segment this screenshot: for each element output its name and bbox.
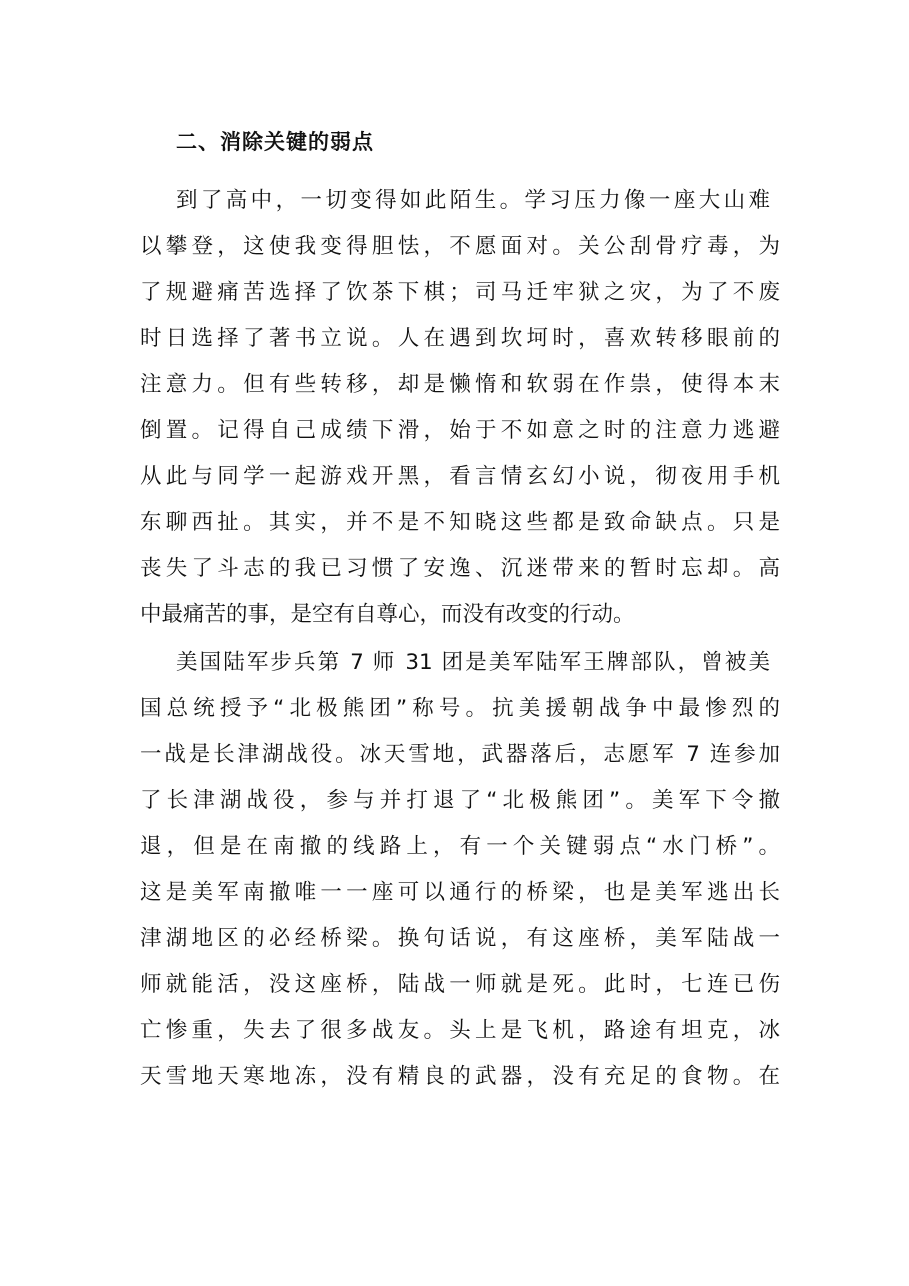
paragraph-2-line-8: 师就能活，没这座桥，陆战一师就是死。此时，七连已伤 <box>140 972 780 997</box>
paragraph-1-line-2: 以攀登，这使我变得胆怯，不愿面对。关公刮骨疗毒，为 <box>140 234 780 259</box>
paragraph-1-line-8: 东聊西扯。其实，并不是不知晓这些都是致命缺点。只是 <box>140 510 780 535</box>
paragraph-2-line-5: 退，但是在南撤的线路上，有一个关键弱点“水门桥”。 <box>140 834 780 859</box>
paragraph-2-line-4: 了长津湖战役，参与并打退了“北极熊团”。美军下令撤 <box>140 788 780 813</box>
paragraph-1-line-5: 注意力。但有些转移，却是懒惰和软弱在作祟，使得本末 <box>140 372 780 397</box>
paragraph-2-line-9: 亡惨重，失去了很多战友。头上是飞机，路途有坦克，冰 <box>140 1018 780 1043</box>
paragraph-1-line-1: 到了高中，一切变得如此陌生。学习压力像一座大山难 <box>176 188 770 213</box>
paragraph-2-line-1: 美国陆军步兵第 7 师 31 团是美军陆军王牌部队，曾被美 <box>176 650 770 675</box>
paragraph-1-line-10: 中最痛苦的事，是空有自尊心，而没有改变的行动。 <box>140 602 635 627</box>
paragraph-2-line-6: 这是美军南撤唯一一座可以通行的桥梁，也是美军逃出长 <box>140 880 780 905</box>
paragraph-1-line-9: 丧失了斗志的我已习惯了安逸、沉迷带来的暂时忘却。高 <box>140 556 780 581</box>
paragraph-1-line-6: 倒置。记得自己成绩下滑，始于不如意之时的注意力逃避 <box>140 418 780 443</box>
section-heading: 二、消除关键的弱点 <box>176 130 374 154</box>
paragraph-1-line-4: 时日选择了著书立说。人在遇到坎坷时，喜欢转移眼前的 <box>140 326 780 351</box>
paragraph-2-line-10: 天雪地天寒地冻，没有精良的武器，没有充足的食物。在 <box>140 1064 780 1089</box>
paragraph-1-line-3: 了规避痛苦选择了饮茶下棋；司马迁牢狱之灾，为了不废 <box>140 280 780 305</box>
paragraph-2-line-7: 津湖地区的必经桥梁。换句话说，有这座桥，美军陆战一 <box>140 926 780 951</box>
paragraph-2-line-3: 一战是长津湖战役。冰天雪地，武器落后，志愿军 7 连参加 <box>140 742 780 767</box>
paragraph-2-line-2: 国总统授予“北极熊团”称号。抗美援朝战争中最惨烈的 <box>140 696 780 721</box>
paragraph-1-line-7: 从此与同学一起游戏开黑，看言情玄幻小说，彻夜用手机 <box>140 464 780 489</box>
